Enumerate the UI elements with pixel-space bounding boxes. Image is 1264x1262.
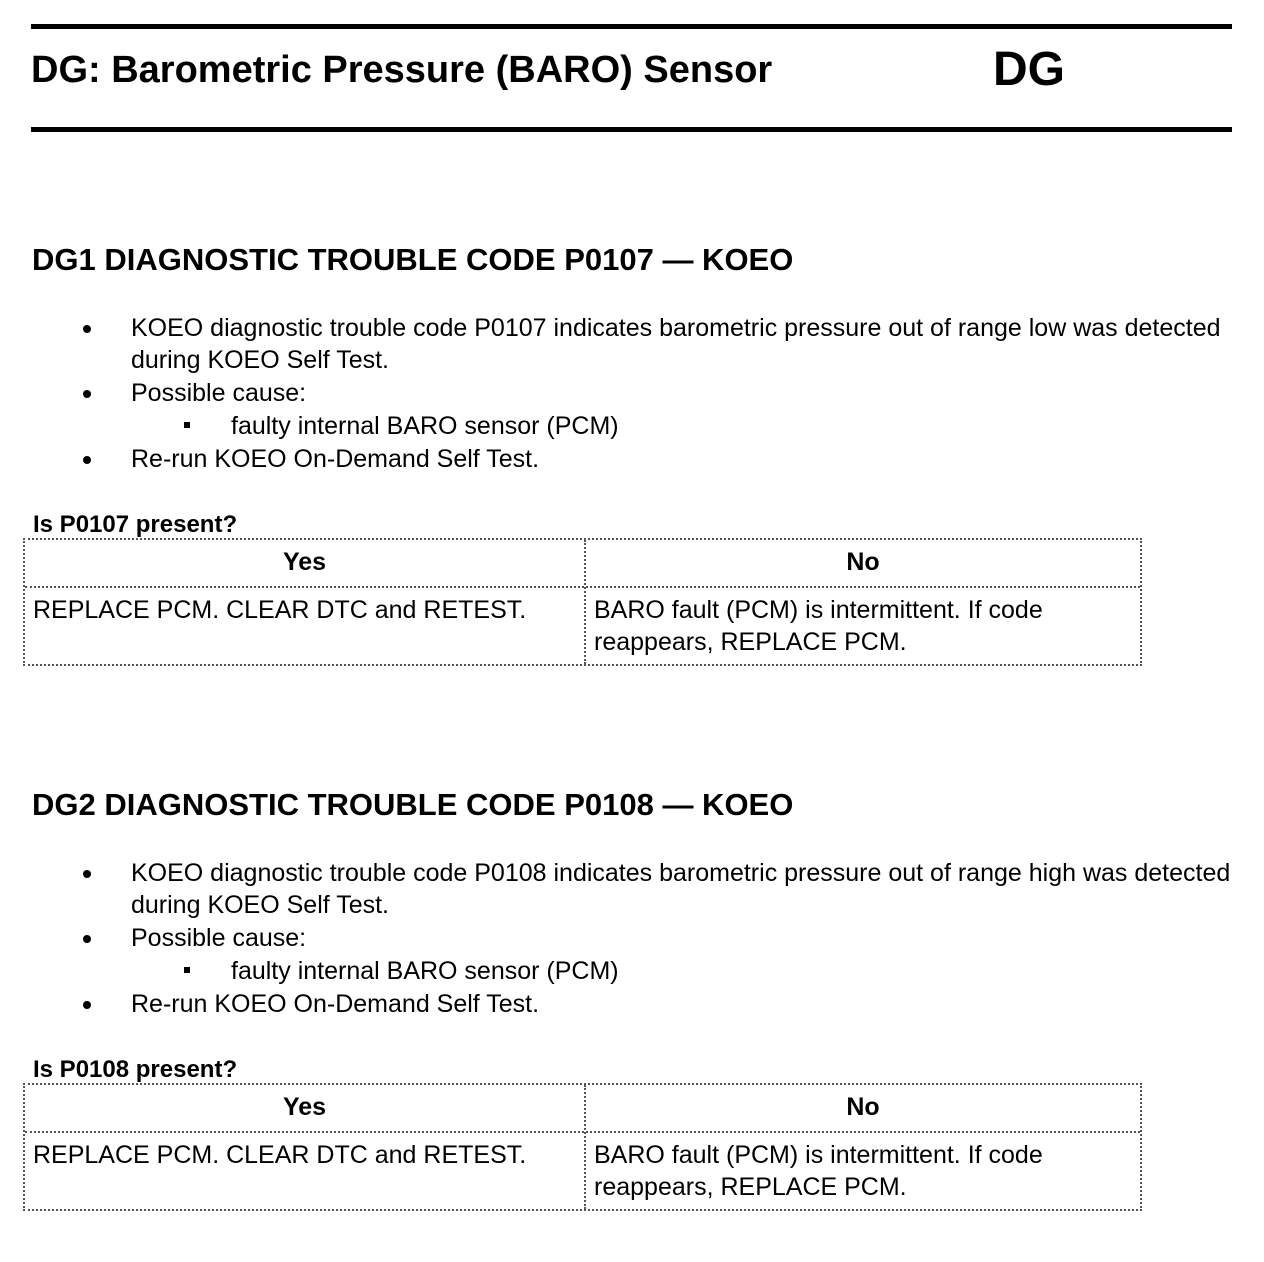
section-dg2 (0, 785, 1264, 1235)
page-title: DG: Barometric Pressure (BARO) Sensor (31, 49, 773, 91)
yes-column (25, 540, 586, 664)
list-item (0, 312, 1264, 376)
decision-table (23, 1083, 1142, 1211)
no-action: BARO fault (PCM) is intermittent. If code reappears, REPLACE PCM. (594, 596, 1043, 656)
section-code: DG (993, 43, 1065, 96)
no-header: No (586, 540, 1140, 588)
yes-action: REPLACE PCM. CLEAR DTC and RETEST. (33, 596, 527, 624)
no-column (586, 1085, 1140, 1209)
sub-list-item-text: faulty internal BARO sensor (PCM) (231, 957, 619, 985)
square-bullet-icon (184, 422, 190, 428)
no-column (586, 540, 1140, 664)
header-top-rule (31, 24, 1232, 29)
yes-header: Yes (25, 540, 584, 588)
sub-list-item (0, 410, 1264, 442)
list-item (0, 443, 1264, 475)
sub-list-item (0, 955, 1264, 987)
list-item-text: Re-run KOEO On-Demand Self Test. (131, 445, 540, 473)
list-item (0, 988, 1264, 1020)
section-title: DG1 DIAGNOSTIC TROUBLE CODE P0107 — KOEO (32, 242, 794, 277)
sub-list-item-text: faulty internal BARO sensor (PCM) (231, 412, 619, 440)
list-item-text: KOEO diagnostic trouble code P0108 indicates barometric pressure out of range high was detected during KOEO Self Test. (131, 859, 1231, 919)
yes-header: Yes (25, 1085, 584, 1133)
yes-action: REPLACE PCM. CLEAR DTC and RETEST. (33, 1141, 527, 1169)
list-item-text: KOEO diagnostic trouble code P0107 indicates barometric pressure out of range low was detected during KOEO Self Test. (131, 314, 1221, 374)
header-bottom-rule (31, 127, 1232, 132)
bullet-icon (83, 1001, 91, 1009)
no-header: No (586, 1085, 1140, 1133)
decision-table (23, 538, 1142, 666)
bullet-icon (83, 325, 91, 333)
bullet-icon (83, 870, 91, 878)
list-item-text: Re-run KOEO On-Demand Self Test. (131, 990, 540, 1018)
list-item (0, 377, 1264, 409)
section-title: DG2 DIAGNOSTIC TROUBLE CODE P0108 — KOEO (32, 787, 794, 822)
square-bullet-icon (184, 967, 190, 973)
bullet-list (0, 857, 1264, 1021)
bullet-icon (83, 935, 91, 943)
no-action: BARO fault (PCM) is intermittent. If code reappears, REPLACE PCM. (594, 1141, 1043, 1201)
yes-column (25, 1085, 586, 1209)
decision-question: Is P0107 present? (33, 511, 238, 538)
bullet-icon (83, 390, 91, 398)
list-item (0, 922, 1264, 954)
decision-question: Is P0108 present? (33, 1056, 238, 1083)
list-item (0, 857, 1264, 921)
section-dg1 (0, 240, 1264, 690)
list-item-text: Possible cause: (131, 924, 307, 952)
bullet-list (0, 312, 1264, 476)
bullet-icon (83, 456, 91, 464)
list-item-text: Possible cause: (131, 379, 307, 407)
